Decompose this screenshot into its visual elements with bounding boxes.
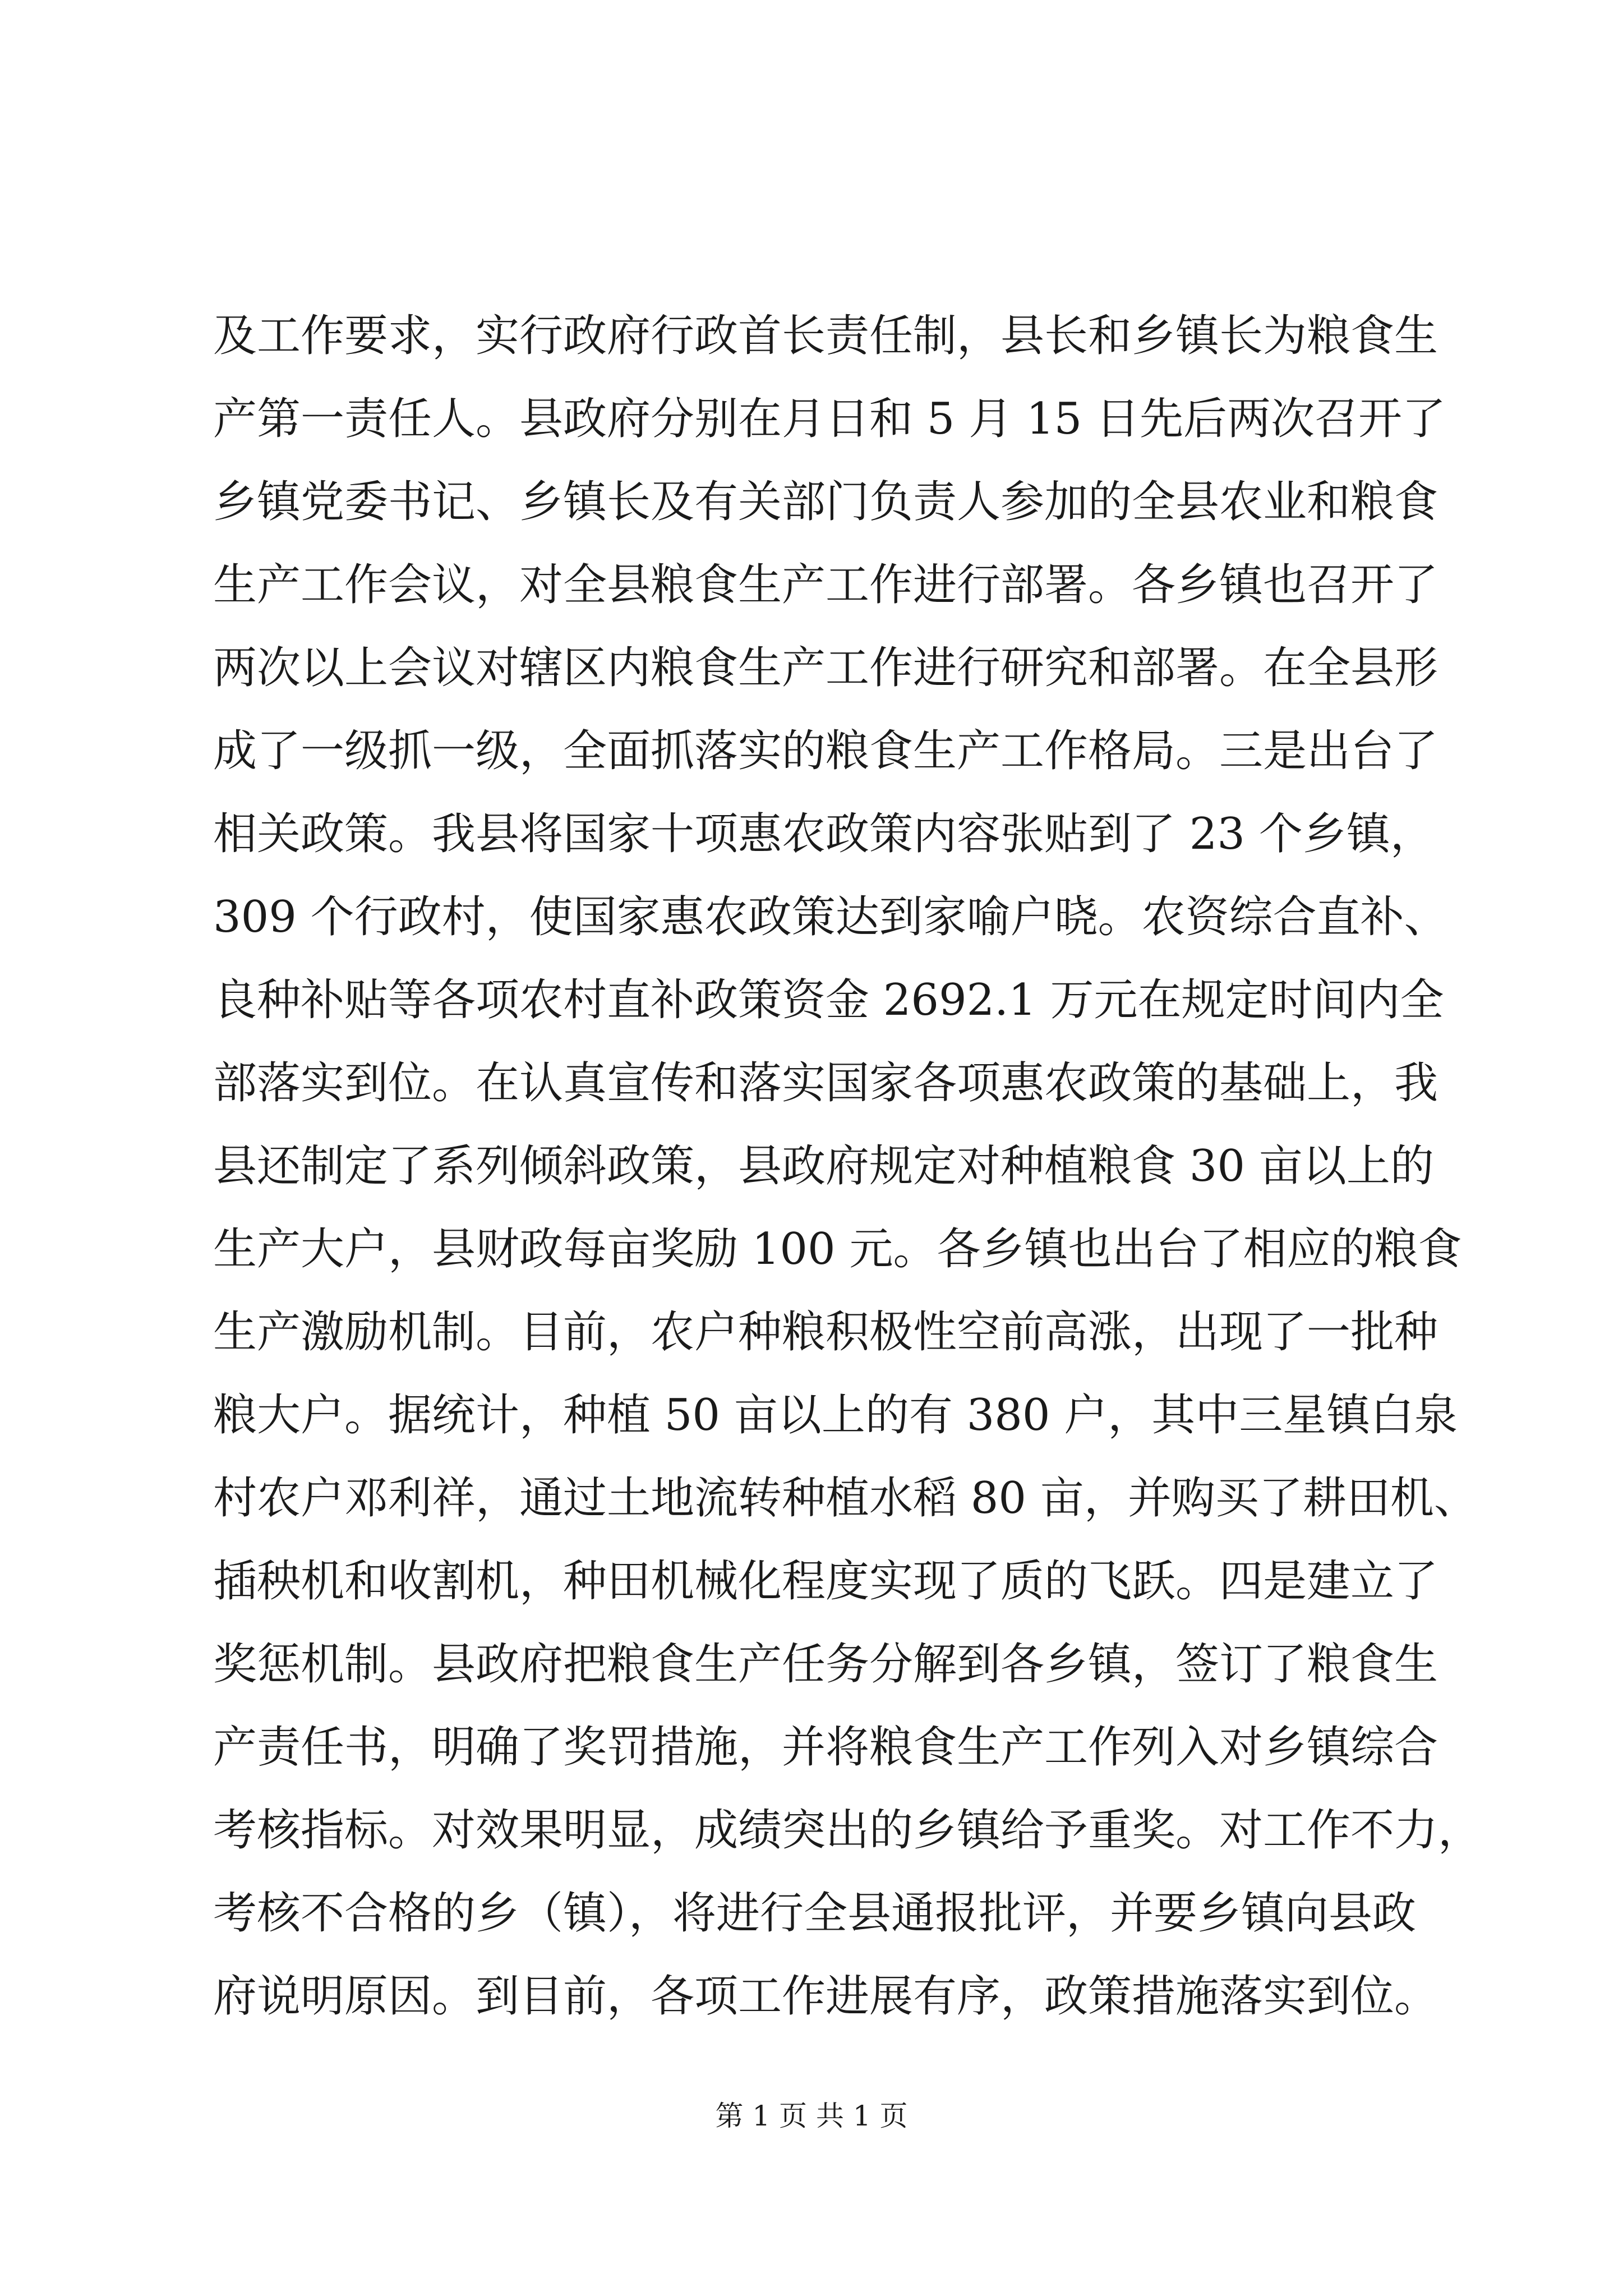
text-line: 生产工作会议，对全县粮食生产工作进行部署。各乡镇也召开了 [213, 560, 1438, 610]
page-number-footer: 第 1 页 共 1 页 [715, 2100, 908, 2132]
text-line: 相关政策。我县将国家十项惠农政策内容张贴到了 23 个乡镇， [213, 809, 1434, 859]
text-line: 及工作要求，实行政府行政首长责任制，县长和乡镇长为粮食生 [213, 311, 1438, 361]
text-line: 两次以上会议对辖区内粮食生产工作进行研究和部署。在全县形 [213, 643, 1438, 693]
text-line: 粮大户。据统计，种植 50 亩以上的有 380 户，其中三星镇白泉 [213, 1390, 1458, 1441]
text-line: 成了一级抓一级，全面抓落实的粮食生产工作格局。三是出台了 [213, 726, 1438, 776]
text-line: 部落实到位。在认真宣传和落实国家各项惠农政策的基础上，我 [213, 1058, 1438, 1108]
text-line: 考核不合格的乡（镇），将进行全县通报批评，并要乡镇向县政 [213, 1888, 1417, 1939]
text-line: 奖惩机制。县政府把粮食生产任务分解到各乡镇，签订了粮食生 [213, 1639, 1438, 1690]
text-line: 村农户邓利祥，通过土地流转种植水稻 80 亩，并购买了耕田机、 [213, 1473, 1478, 1524]
text-line: 插秧机和收割机，种田机械化程度实现了质的飞跃。四是建立了 [213, 1556, 1438, 1607]
text-line: 生产大户，县财政每亩奖励 100 元。各乡镇也出台了相应的粮食 [213, 1224, 1462, 1274]
text-line: 良种补贴等各项农村直补政策资金 2692.1 万元在规定时间内全 [213, 975, 1444, 1025]
text-line: 产第一责任人。县政府分别在月日和 5 月 15 日先后两次召开了 [213, 394, 1446, 444]
text-line: 县还制定了系列倾斜政策，县政府规定对种植粮食 30 亩以上的 [213, 1141, 1434, 1191]
text-line: 产责任书，明确了奖罚措施，并将粮食生产工作列入对乡镇综合 [213, 1722, 1438, 1773]
text-line: 乡镇党委书记、乡镇长及有关部门负责人参加的全县农业和粮食 [213, 477, 1438, 527]
text-line: 考核指标。对效果明显，成绩突出的乡镇给予重奖。对工作不力， [213, 1805, 1482, 1856]
body-paragraph [213, 295, 1482, 2038]
text-line: 309 个行政村，使国家惠农政策达到家喻户晓。农资综合直补、 [213, 892, 1448, 942]
text-line: 府说明原因。到目前，各项工作进展有序，政策措施落实到位。 [213, 1971, 1438, 2022]
text-line: 生产激励机制。目前，农户种粮积极性空前高涨，出现了一批种 [213, 1307, 1438, 1358]
